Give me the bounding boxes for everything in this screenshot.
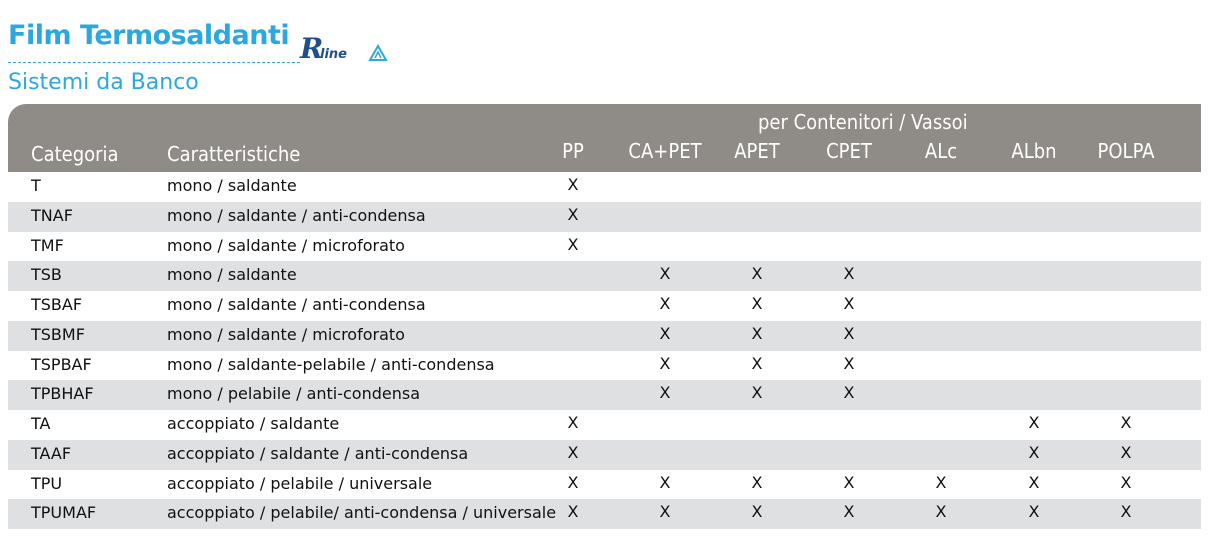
cell-polpa-mark: X (1120, 442, 1132, 462)
cell-pp-mark: X (567, 442, 579, 462)
cell-alc-mark: X (935, 502, 947, 522)
table-row (8, 440, 1201, 470)
cell-caratteristiche: mono / pelabile / anti-condensa (167, 384, 421, 404)
cell-pp-mark: X (567, 472, 579, 492)
rline-logo (298, 28, 394, 68)
cell-apet-mark: X (751, 323, 763, 343)
cell-caratteristiche: mono / saldante / anti-condensa (167, 295, 426, 314)
cell-categoria: TPBHAF (31, 384, 94, 404)
title-underline (8, 62, 300, 63)
cell-cpet-mark: X (843, 294, 855, 313)
cell-alc-mark: X (935, 472, 947, 492)
cell-capet-mark: X (659, 323, 671, 343)
header-pp: PP (562, 139, 584, 163)
cell-albn-mark: X (1028, 442, 1040, 462)
cell-caratteristiche: mono / saldante / anti-condensa (167, 205, 426, 225)
cell-categoria: TAAF (31, 443, 72, 463)
page-title-row (8, 22, 289, 49)
cell-polpa-mark: X (1120, 413, 1132, 432)
table-row (8, 470, 1201, 500)
table-row (8, 261, 1201, 291)
cell-albn-mark: X (1028, 472, 1040, 492)
cell-caratteristiche: mono / saldante (167, 176, 297, 195)
group-header-contenitori: per Contenitori / Vassoi (758, 110, 968, 134)
header-albn: ALbn (1011, 139, 1057, 163)
table-row (8, 202, 1201, 232)
cell-caratteristiche: mono / saldante-pelabile / anti-condensa (167, 354, 495, 374)
cell-apet-mark: X (751, 502, 763, 522)
cell-cpet-mark: X (843, 353, 855, 373)
cell-categoria: TSPBAF (31, 354, 92, 374)
cell-caratteristiche: accoppiato / pelabile / universale (167, 473, 433, 493)
cell-pp-mark: X (567, 413, 579, 432)
cell-polpa-mark: X (1120, 502, 1132, 522)
svg-text:line: line (320, 47, 347, 62)
cell-caratteristiche: mono / saldante / microforato (167, 324, 405, 344)
cell-cpet-mark: X (843, 472, 855, 492)
table-row (8, 232, 1201, 262)
cell-categoria: TSBAF (31, 295, 83, 314)
cell-caratteristiche: accoppiato / pelabile/ anti-condensa / universale (167, 503, 557, 523)
cell-apet-mark: X (751, 472, 763, 492)
header-polpa: POLPA (1097, 139, 1155, 163)
cell-capet-mark: X (659, 353, 671, 373)
cell-caratteristiche: accoppiato / saldante / anti-condensa (167, 443, 469, 463)
cell-caratteristiche: mono / saldante / microforato (167, 235, 405, 255)
table-row (8, 321, 1201, 351)
cell-apet-mark: X (751, 353, 763, 373)
cell-categoria: TMF (31, 235, 64, 255)
cell-cpet-mark: X (843, 502, 855, 522)
cell-pp-mark: X (567, 175, 579, 194)
table-row (8, 410, 1201, 440)
svg-text:R: R (300, 32, 324, 65)
cell-categoria: TA (31, 414, 51, 433)
cell-categoria: T (31, 176, 41, 195)
header-cpet: CPET (826, 139, 872, 163)
header-alc: ALc (924, 139, 958, 163)
header-capet: CA+PET (628, 139, 702, 163)
table-row (8, 351, 1201, 381)
cell-categoria: TNAF (31, 205, 73, 225)
cell-categoria: TSB (31, 265, 62, 285)
cell-capet-mark: X (659, 383, 671, 403)
cell-capet-mark: X (659, 264, 671, 284)
cell-apet-mark: X (751, 264, 763, 284)
cell-polpa-mark: X (1120, 472, 1132, 492)
table-row (8, 499, 1201, 529)
cell-caratteristiche: mono / saldante (167, 265, 297, 285)
cell-pp-mark: X (567, 502, 579, 522)
cell-pp-mark: X (567, 234, 579, 254)
cell-categoria: TPU (31, 473, 63, 493)
table-row (8, 172, 1201, 202)
header-apet: APET (734, 139, 780, 163)
cell-capet-mark: X (659, 294, 671, 313)
cell-cpet-mark: X (843, 323, 855, 343)
table-row (8, 380, 1201, 410)
cell-categoria: TSBMF (31, 324, 85, 344)
cell-apet-mark: X (751, 294, 763, 313)
page-subtitle: Sistemi da Banco (8, 70, 199, 95)
cell-caratteristiche: accoppiato / saldante (167, 414, 340, 433)
cell-cpet-mark: X (843, 264, 855, 284)
header-caratteristiche: Caratteristiche (167, 142, 301, 166)
table-row (8, 291, 1201, 321)
header-categoria: Categoria (31, 142, 119, 166)
cell-apet-mark: X (751, 383, 763, 403)
cell-capet-mark: X (659, 472, 671, 492)
cell-pp-mark: X (567, 204, 579, 224)
cell-categoria: TPUMAF (31, 503, 97, 523)
cell-capet-mark: X (659, 502, 671, 522)
cell-cpet-mark: X (843, 383, 855, 403)
product-table (8, 172, 1201, 529)
page-title: Film Termosaldanti (8, 20, 290, 51)
cell-albn-mark: X (1028, 502, 1040, 522)
cell-albn-mark: X (1028, 413, 1040, 432)
